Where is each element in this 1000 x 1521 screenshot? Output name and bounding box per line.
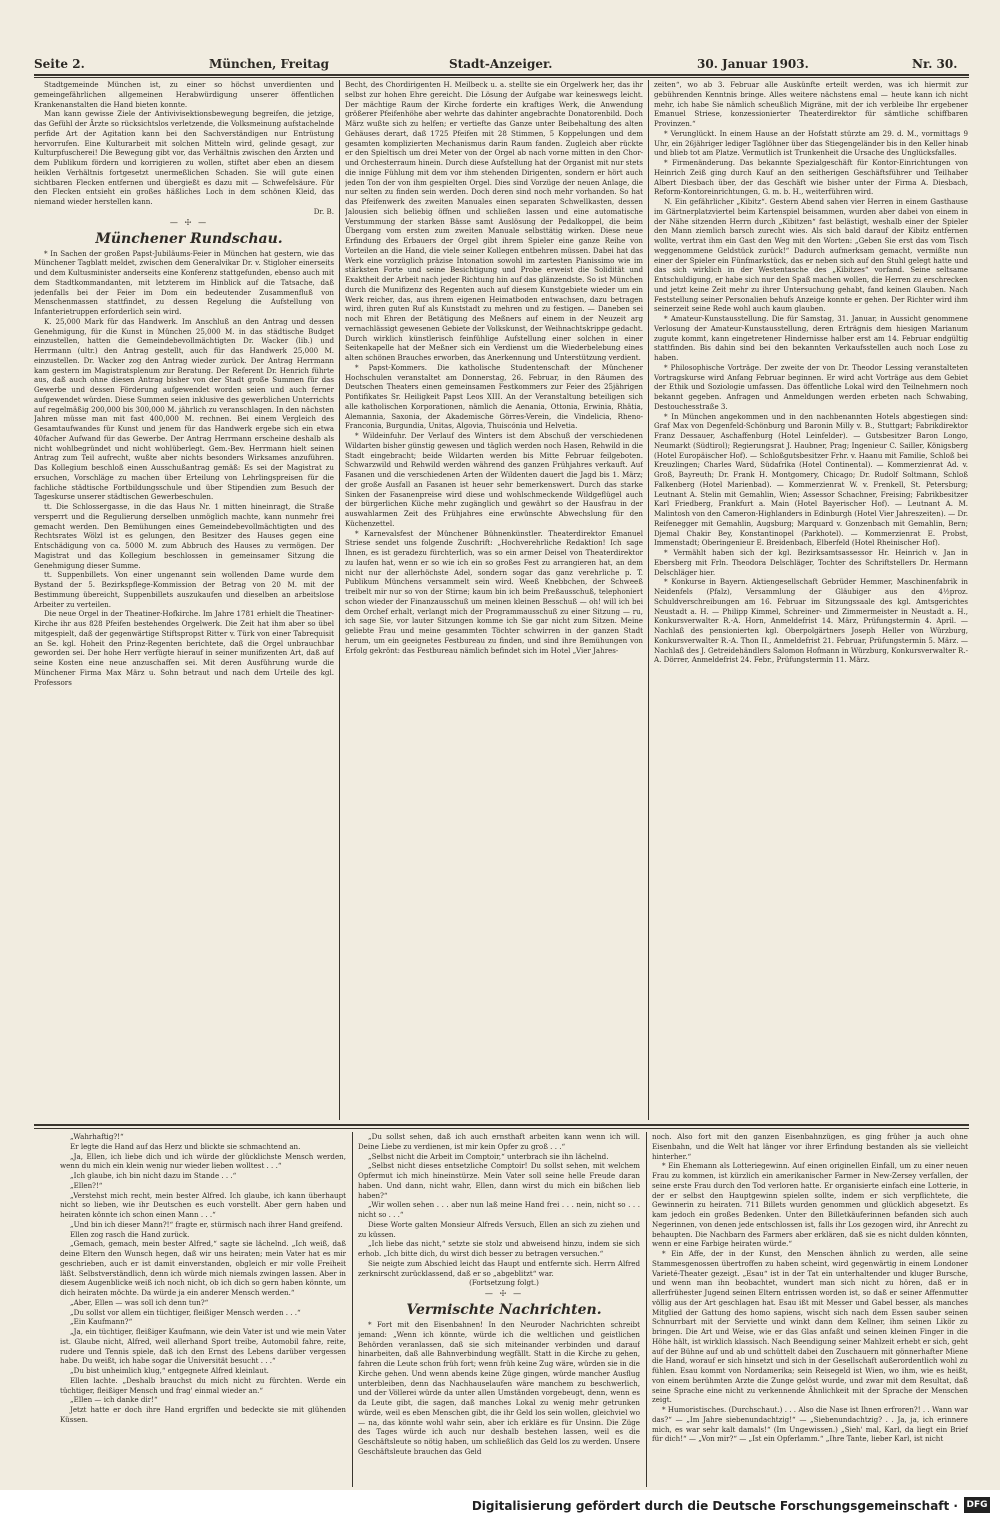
column-divider [339, 80, 340, 1120]
story-line: „Wir wollen sehen . . . aber nun laß meine Hand frei . . . nein, nicht so . . . nicht so . . .“ [358, 1200, 640, 1219]
story-line: Er legte die Hand auf das Herz und blickte sie schmachtend an. [70, 1141, 301, 1151]
place-date: München, Freitag [209, 57, 330, 71]
header-rule [34, 74, 969, 76]
story-line: „Du sollst sehen, daß ich auch ernsthaft arbeiten kann wenn ich will. Deine Liebe zu verdienen, ist mir kein Opfer zu groß . . .“ [358, 1132, 640, 1151]
story-line: „Verstehst mich recht, mein bester Alfred. Ich glaube, ich kann überhaupt nicht so lieben, wie ihr Deutschen es euch vorstellt. Aber gern haben und heiraten könnte ich schon einen Mann . . .“ [60, 1190, 346, 1219]
paragraph: tt. Die Schlossergasse, in die das Haus Nr. 1 mitten hineinragt, die Straße versperrt und die Regulierung derselben unmöglich machte, kann nunmehr frei gemacht werden. Den Bemühungen eines Gemeindebevollmächtigten und des Rechtsrates Wölzl ist es gelungen, den Besitzer des Hauses gegen eine Entschädigung von ca. 5000 M. zum Abbruch des Hauses zu vermögen. Der Magistrat und das Kollegium beschlossen in gemeinsamer Sitzung die Genehmigung dieser Summe. [34, 502, 334, 570]
column-3 [654, 80, 968, 1120]
story-line: „Ellen?!“ [70, 1180, 103, 1190]
story-line: „Selbst nicht die Arbeit im Comptoir,“ unterbrach sie ihn lächelnd. [368, 1151, 609, 1161]
paragraph: Die neue Orgel in der Theatiner-Hofkirche. Im Jahre 1781 erhielt die Theatiner-Kirche ihr aus 828 Pfeifen bestehendes Orgelwerk. Die Zeit hat ihm aber so übel mitgespielt, daß der gegenwärtige Stiftspropst Ritter v. Türk von einer Tabrequisit an Se. kgl. Hoheit den Prinz-Regenten berichtete, daß die Orgel unbrauchbar geworden sei. Der hohe Herr verfügte hierauf in seiner munifizenten Art, daß auf seine Kosten eine neue anzuschaffen sei. Mit deren Ausführung wurde die Münchener Firma Max März u. Sohn betraut und nach dem Urteile des kgl. Professors [34, 609, 334, 687]
paragraph: noch. Also fort mit den ganzen Eisenbahnzügen, es ging früher ja auch ohne Eisenbahn, und die Welt hat länger vor ihrer Erfindung bestanden als sie vielleicht hinterher.“ [652, 1132, 968, 1161]
story-line: „Und bin ich dieser Mann?!“ fragte er, stürmisch nach ihrer Hand greifend. [70, 1219, 343, 1229]
story-line: „Ja, ein tüchtiger, fleißiger Kaufmann, wie dein Vater ist und wie mein Vater ist. Glaube nicht, Alfred, weil allerhand Sport treibe, Automobil fahre, reite, rudere und Tennis spiele, daß ich den Ernst des Lebens darüber vergessen habe. Du weißt, ich habe sogar die Universität besucht . . .“ [60, 1327, 346, 1366]
paragraph: * Humoristisches. (Durchschaut.) . . . Also die Nase ist Ihnen erfroren?! . . Wann war das?“ — „Im Jahre siebenundachtzig!“ — „Siebenundachtzig? . . Ja, ja, ich erinnere mich, es war sehr kalt damals!“ (Im Ungewissen.) „Sieh' mal, Karl, da liegt ein Brief für dich!“ — „Von mir?“ — „Ist ein Opferlamm.“ „Ihre Tante, lieber Karl, ist nicht [652, 1405, 968, 1444]
paragraph: K. 25,000 Mark für das Handwerk. Im Anschluß an den Antrag und dessen Genehmigung, für die Kunst in München 25,000 M. in das städtische Budget einzustellen, hatten die Gemeindebevollmächtigten Dr. Wacker (lib.) und Herrmann (ultr.) den Antrag gestellt, auch für das Handwerk 25,000 M. einzustellen. Dr. Wacker zog den Antrag wieder zurück. Der Antrag Herrmann kam gestern im Magistratsplenum zur Beratung. Der Referent Dr. Henrich führte aus, daß auch ohne diesen Antrag bisher von der Stadt große Summen für das Gewerbe und dessen Förderung aufgewendet worden seien und auch ferner aufgewendet würden. Diese Summen seien inklusive des gewerblichen Unterrichts auf regelmäßig 200,000 bis 300,000 M. jährlich zu veranschlagen. In den nächsten Jahren müsse man mit fast 400,000 M. rechnen. Bei einem Vergleich des Gesamtaufwandes für Kunst und jenem für das Handwerk ergebe sich ein etwa 40facher Aufwand für das Gewerbe. Der Antrag Herrmann erscheine deshalb als nicht wohlbegründet und nicht wohlüberlegt. Gem.-Bev. Herrmann hielt seinen Antrag zum Teil aufrecht, wußte aber nichts besonders Wirksames anzuführen. Das Kollegium beschloß einen Ausschußantrag gemäß: Es sei der Magistrat zu ersuchen, Vorschläge zu machen über Erteilung von Lehrlingspreisen für die fachliche städtische Fortbildungsschule und über Stipendien zum Besuch der Tageskurse unserer städtischen Gewerbeschulen. [34, 316, 334, 502]
section-heading: Münchener Rundschau. [95, 230, 283, 247]
dfg-logo: DFG [964, 1497, 990, 1513]
story-line: „Du bist unheimlich klug,“ entgegnete Alfred kleinlaut. [70, 1366, 269, 1375]
feuilleton-rule-thin [34, 1128, 969, 1129]
paragraph: * Vermählt haben sich der kgl. Bezirksamtsassessor Hr. Heinrich v. Jan in Ebersberg mit Frln. Theodora Delschläger, Tochter des Schriftstellers Dr. Hermann Delschläger hier. [654, 548, 968, 577]
story-line: „Selbst nicht dieses entsetzliche Comptoir! Du sollst sehen, mit welchem Opfermut ich mich hineinstürze. Mein Vater soll seine helle Freude daran haben. Und dann, nicht wahr, Ellen, dann wirst du mich ein bißchen lieb haben?“ [358, 1161, 640, 1200]
column-divider [646, 1132, 647, 1487]
story-line: „Ja, Ellen, ich liebe dich und ich würde der glücklichste Mensch werden, wenn du mich ein klein wenig nur wieder lieben wolltest . . .“ [60, 1151, 346, 1171]
paragraph: tt. Suppenbillets. Von einer ungenannt sein wollenden Dame wurde dem Bystand der 5. Bezirkspflege-Kommission der Betrag von 20 M. mit der Bestimmung übereicht, Suppenbillets auszukaufen und dieselben an arbeitslose Arbeiter zu verteilen. [34, 570, 334, 609]
story-line: „Aber, Ellen — was soll ich denn tun?“ [70, 1297, 209, 1307]
story-line: Sie neigte zum Abschied leicht das Haupt und entfernte sich. Herrn Alfred zerknirscht zurücklassend, daß er so „abgeblitzt“ war. [358, 1258, 640, 1278]
feuilleton-column-3 [652, 1132, 968, 1487]
paragraph: Man kann gewisse Ziele der Antivivisektionsbewegung begreifen, die jetzige, das Gefühl der Ärzte so rücksichtslos verletzende, die Volksmeinung aufstachelnde perfide Art der Agitation kann bei den Sachverständigen nur Entrüstung hervorrufen. Eine Kulturarbeit mit solchen Mitteln wird, gelinde gesagt, zur Kulturpfuscherei! Die Bewegung gibt vor, das Verhältnis zwischen den Ärzten und dem Publikum fördern und korrigieren zu wollen, stiftet aber eben an diesem heiklen Verhältnis fortgesetzt unermeßlichen Schaden. Sie will gute einen sichtbaren Flecken entfernen und übergießt es dazu mit — Schwefelsäure. Für den Flecken entsieht ein großes häßliches Loch in dem schönen Kleid, das niemand wieder herstellen kann. [34, 109, 334, 206]
story-line: Ellen zog rasch die Hand zurück. [70, 1229, 190, 1239]
story-line: „Gemach, gemach, mein bester Alfred,“ sagte sie lächelnd. „Ich weiß, daß deine Eltern den Wunsch hegen, daß wir uns heiraten; mein Vater hat es mir geschrieben, auch er ist damit einverstanden, obgleich er mir volle Freiheit läßt. Selbstverständlich, denn ich würde mich niemals zwingen lassen. Aber in diesem Augenblicke weiß ich noch nicht, ob ich dich so gern haben könnte, um dich heiraten möchte. Da würde ja ein anderer Mensch werden.“ [60, 1239, 346, 1297]
column-2 [345, 80, 643, 1120]
feuilleton-rule [34, 1124, 969, 1126]
continuation-note: (Fortsetzung folgt.) [469, 1278, 539, 1288]
issue-date: 30. Januar 1903. [697, 57, 809, 71]
masthead [34, 56, 969, 72]
column-divider [352, 1132, 353, 1487]
story-line: Jetzt hatte er doch ihre Hand ergriffen und bedeckte sie mit glühenden Küssen. [60, 1405, 346, 1424]
separator-ornament: — ☩ — [169, 217, 209, 227]
issue-number: Nr. 30. [912, 57, 958, 71]
signature: Dr. B. [313, 206, 334, 216]
paragraph: N. Ein gefährlicher „Kibitz“. Gestern Abend sahen vier Herren in einem Gasthause im Gärtnerplatzviertel beim Kartenspiel beisammen, wurden aber dabei von einem in der Nähe sitzenden Herrn durch „Kibitzen“ fast belästigt, weshalb einer der Spieler den Mann ziemlich barsch zurecht wies. Als sich bald darauf der Kibitz entfernen wollte, vertrat ihm ein Gast den Weg mit den Worten: „Geben Sie erst das vom Tisch weggenommene Geldstück zurück!“ Dadurch aufmerksam gemacht, vermißte nun einer der Spieler ein Fünfmarkstück, das er neben sich auf den Stuhl gelegt hatte und das sich wirklich in der Westentasche des „Kibitzes“ vorfand. Seine seltsame Entschuldigung, er habe sich nur den Spaß machen wollen, die Herren zu erschrecken und jetzt keine Zeit mehr zu ihrer Untersuchung gehabt, fand keinen Glauben. Nach Feststellung seiner Personalien behufs Anzeige konnte er gehen. Der Richter wird ihm seinerzeit seine Rede wohl auch kaum glauben. [654, 197, 968, 314]
story-line: Ellen lachte. „Deshalb brauchst du mich nicht zu fürchten. Werde ein tüchtiger, fleißiger Mensch und frag' einmal wieder an.“ [60, 1375, 346, 1395]
paragraph: * Ein Ehemann als Lotteriegewinn. Auf einen originellen Einfall, um zu einer neuen Frau zu kommen, ist kürzlich ein amerikanischer Farmer in New-Zersey verfallen, der seine erste Frau durch den Tod verloren hatte. Er organisierte einfach eine Lotterie, in der er selbst den Hauptgewinn spielen sollte, indem er sich verpflichtete, die Gewinnerin zu heiraten. 711 Billets wurden genommen und glücklich abgesetzt. Es kam jedoch ein großes Bedenken. Unter den Billetkäuferinnen befanden sich auch Negerinnen, von denen jede entschlossen ist, falls ihr Los gezogen wird, ihr Anrecht zu behaupten. Die Nachbarn des Farmers aber erklären, daß sie es nicht dulden könnten, wenn er eine Farbige heiraten würde.“ [652, 1161, 968, 1249]
story-line: „Ich glaube, ich bin nicht dazu im Stande . . .“ [70, 1171, 237, 1180]
paragraph: * Papst-Kommers. Die katholische Studentenschaft der Münchener Hochschulen veranstaltet am Donnerstag, 26. Februar, in den Räumen des Deutschen Theaters einen gemeinsamen Festkommers zur Feier des 25jährigen Pontifikates Sr. Heiligkeit Papst Leos XIII. An der Veranstaltung beteiligen sich alle katholischen Korporationen, nämlich die Aenania, Ottonia, Erwinia, Rhätia, Alemannia, Saxonia, der Akademische Görres-Verein, die Vindelicia, Rheno-Franconia, Burgundia, Unitas, Algovia, Thuiscónia und Helvetia. [345, 362, 643, 431]
column-1 [34, 80, 334, 1120]
separator-ornament: — ☩ — [484, 1289, 524, 1298]
funding-notice: Digitalisierung gefördert durch die Deutsche Forschungsgemeinschaft · [471, 1499, 958, 1513]
paragraph: zeiten“, wo ab 3. Februar alle Auskünfte erteilt werden, was ich hiermit zur gebührenden Kenntnis bringe. Alles weitere nächstens emal — heute kann ich nicht mehr, ich habe Sie nämlich scheußlich Migräne, mit der ich verbleibe Ihr ergebener Emanuel Striese, konzessionierter Theaterdirektor für sämtliche schiffbaren Provinzen.“ [654, 80, 968, 128]
story-line: „Wahrhaftig?!“ [70, 1132, 124, 1141]
story-line: Diese Worte galten Monsieur Alfreds Versuch, Ellen an sich zu ziehen und zu küssen. [358, 1219, 640, 1239]
story-line: „Du sollst vor allem ein tüchtiger, fleißiger Mensch werden . . .“ [70, 1307, 301, 1317]
paragraph: * Amateur-Kunstausstellung. Die für Samstag, 31. Januar, in Aussicht genommene Verlosung der Amateur-Kunstausstellung, deren Erträgnis dem hiesigen Marianum zugute kommt, kann eingetretener Hindernisse halber erst am 14. Februar endgültig stattfinden. Bis dahin sind bei den bekannten Verkaufsstellen auch noch Lose zu haben. [654, 314, 968, 362]
story-line: „Ellen — ich danke dir!“ [70, 1395, 158, 1405]
paragraph: * Wildeinfuhr. Der Verlauf des Winters ist dem Abschuß der verschiedenen Wildarten bisher günstig gewesen und täglich werden noch Hasen, Rehwild in die Stadt eingebracht; beide Wildarten werden bis Mitte Februar feilgeboten. Schwarzwild und Rehwild werden während des ganzen Frühjahres verkauft. Auf Fasanen und die verschiedenen Arten der Wildenten dauert die Jagd bis 1. März; der große Ausfall an Fasanen ist heuer sehr bemerkenswert. Durch das starke Sinken der Fasanenpreise wird diese und wohlschmeckende Wildgeflügel auch der bürgerlichen Küche mehr zugänglich und gewährt so der Hausfrau in der auswahlarmen Zeit des Frühjahres eine erwünschte Abwechslung für den Küchenzettel. [345, 431, 643, 528]
story-line: „Ich liebe das nicht,“ setzte sie stolz und abweisend hinzu, indem sie sich erhob. „Ich bitte dich, du wirst dich besser zu betragen versuchen.“ [358, 1239, 640, 1258]
paragraph: * Karnevalsfest der Münchener Bühnenkünstler. Theaterdirektor Emanuel Striese sendet uns folgende Zuschrift: „Hochverehrliche Redaktion! Ich sage Ihnen, es ist geradezu fürchterlich, was so ein armer Deisel von Theaterdirektor zu laufen hat, wenn er so wie ich ein so großes Fest zu arrangieren hat, an dem nicht nur der allerhöchste Adel, sondern sogar das ganz verehrliche p. T. Publikum Münchens versammelt sein wird. Weeß Knebbchen, der Schweeß treibelt mir nur so von der Stirne; kaum bin ich beim Preßausschuß, telephoniert schon wieder der Finanzausschuß um meinen kleinen Besschuß — oh! will ich bei dem Orchef erhalt, verlangt mich der Programmausschuß zu einer Sitzung — ru, ich sage Sie, vor lauter Sitzungen komme ich Sie gar nicht zum Sitzen. Meine geliebte Frau und meine gesammten Töchter schwirren in der ganzen Stadt herum, um ein geeignetes Festbureau zu finden, und sind ihre Bemühungen von Erfolg gekrönt: das Festbureau nämlich befindet sich im Hotel „Vier Jahres- [345, 528, 643, 655]
paragraph: * Firmenänderung. Das bekannte Spezialgeschäft für Kontor-Einrichtungen von Heinrich Zeiß ging durch Kauf an den seitherigen Geschäftsführer und Teilhaber Albert Diesbach über, der das Geschäft wie bisher unter der Firma A. Diesbach, Reform-Kontoreinrichtungen, G. m. b. H., weiterführen wird. [654, 158, 968, 197]
feuilleton-column-2 [358, 1132, 640, 1487]
paragraph: * Fort mit den Eisenbahnen! In den Neuroder Nachrichten schreibt jemand: „Wenn ich könnte, würde ich die weltlichen und geistlichen Behörden veranlassen, daß sie sich miteinander verbinden und darauf hinarbeiten, daß alle Bahnverbindung wegfällt. Statt in die Kirche zu gehen, fahren die Leute schon früh fort; wenn früh keine Zug wäre, würden sie in die Kirche gehen. Und wenn abends keine Züge gingen, würde mancher Ausflug unterbleiben, denn das Nachhauselaufen wäre manchem zu beschwerlich, und der Völlerei würde da unter allen Umständen vorgebeugt, denn, wenn es da Leute gibt, die sagen, daß manches Lokal zu wenig mehr getrunken würde, weil es eben Menschen gibt, die ihr Geld los sein wollen, gleichviel wo — na, das könnte wohl wahr sein, aber ich erkläre es für Unsinn. Die Züge des Tages würde ich auch nur deshalb bestehen lassen, weil es die Geschäftsleute so nötig haben, um schließlich das Geld los zu werden. Unsere Geschäftsleute brauchen das Geld [358, 1320, 640, 1456]
paragraph: * In Sachen der großen Papst-Jubiläums-Feier in München hat gestern, wie das Münchener Tagblatt meldet, zwischen dem Generalvikar Dr. v. Stigloher einerseits und dem Kultusminister anderseits eine Konferenz stattgefunden, ebenso auch mit dem Stadtkommandanten, mit letzterem im Hinblick auf die Tatsache, daß jedenfalls bei der Feier im Dom ein bedeutender Zusammenfluß von Menschenmassen stattfindet, zu dessen Regelung die Aufstellung von Infanterietruppen erforderlich sein wird. [34, 248, 334, 316]
paragraph: * Philosophische Vorträge. Der zweite der von Dr. Theodor Lessing veranstalteten Vortragskurse wird Anfang Februar beginnen. Er wird acht Vorträge aus dem Gebiet der Ethik und Soziologie umfassen. Das öffentliche Lokal wird den Teilnehmern noch bekannt gegeben. Anfragen und Anmeldungen werden erbeten nach Schwabing, Destouchesstraße 3. [654, 362, 968, 411]
feuilleton-column-1 [60, 1132, 346, 1487]
header-rule-thin [34, 77, 969, 78]
paragraph: * Ein Affe, der in der Kunst, den Menschen ähnlich zu werden, alle seine Stammesgenossen übertroffen zu haben scheint, wird gegenwärtig in einem Londoner Varieté-Theater gezeigt. „Esau“ ist in der Tat ein unterhaltender und kluger Bursche, und wenn man ihn beobachtet, wundert man sich nicht zu hören, daß er in allerfrühester Jugend seinen Eltern entrissen worden ist, so daß er seiner Affenmutter völlig aus der Art geschlagen hat. Esau ißt mit Messer und Gabel besser, als manches Mitglied der Gattung des homo sapiens, wischt sich nach dem Essen sauber seinen Schnurrbart mit der Serviette und winkt dann dem Kellner, ihm seinen Likör zu bringen. Die Art und Weise, wie er das Glas anfaßt und seinen kleinen Finger in die Höhe hält, ist wirklich klassisch. Nach Beendigung seiner Mahlzeit erhebt er sich, geht auf der Bühne auf und ab und schüttelt dabei den Zuschauern mit gönnerhafter Miene die Hand, worauf er sich hinsetzt und sich in der Gesellschaft außerordentlich wohl zu fühlen. Esau kommt von Nordamerika; sein Reisegeld ist Wien, wo ihm, wie es heißt, von einem berühmten Arzte die Zunge gelöst wurde, und zwar mit dem Resultat, daß seine Sprache eine nicht zu verkennende Ähnlichkeit mit der Sprache der Menschen zeigt. [652, 1249, 968, 1405]
section-heading: Vermischte Nachrichten. [406, 1302, 602, 1318]
story-line: „Ein Kaufmann?“ [70, 1317, 133, 1327]
paragraph: * Konkurse in Bayern. Aktiengesellschaft Gebrüder Hemmer, Maschinenfabrik in Neidenfels (Pfalz), Versammlung der Gläubiger aus den 4½proz. Schuldverschreibungen am 16. Februar im Sitzungssaale des kgl. Amtsgerichtes Neustadt a. H. — Philipp Kimmel, Schreiner- und Zimmermeister in Neustadt a. H., Konkursverwalter R.-A. Horn, Anmeldefrist 14. März, Prüfungstermin 4. April. — Nachlaß des pensionierten kgl. Oberpolgärtners Joseph Heller von Würzburg, Konkursverwalter R.-A. Thon II., Anmeldefrist 21. Februar, Prüfungstermin 5. März. — Nachlaß des J. Getreidehändlers Salomon Hofmann in Würzburg, Konkursverwalter R.-A. Dörrer, Anmeldefrist 24. Febr., Prüfungstermin 11. März. [654, 577, 968, 665]
paragraph: Becht, des Chordirigenten H. Meilbeck u. a. stellte sie ein Orgelwerk her, das ihr selbst zur hohen Ehre gereicht. Die Lösung der Aufgabe war keineswegs leicht. Der mächtige Raum der Kirche forderte ein kraftiges Werk, die Anwendung größerer Pfeifenhöhe aber wehrte das dahinter angebrachte Donatorenbild. Doch März wußte sich zu helfen; er vertiefte das Ganze unter Beibehaltung des alten Gehäuses derart, daß 1725 Pfeifen mit 28 Stimmen, 5 Koppelungen und dem gesamten komplizierten Mechanismus darin Raum fanden. Zugleich aber rückte er den Spieltisch um drei Meter von der Orgel ab nach vorne mitten in den Chor- und Orchesterraum hinein. Durch diese Aufstellung hat der Organist mit nur stets die innige Fühlung mit dem vor ihm stehenden Dirigenten, sondern er hört auch jeden Ton der von ihm gespielten Orgel. Dies sind Vorzüge der neuen Anlage, die nur selten zu finden sein werden. Doch deren sind noch mehr vorhanden. So hat das Pfeifenwerk des zweiten Manuales einen separaten Schwellkasten, dessen Jalousien sich beliebig öffnen und schließen lassen und eine automatische Verstummung der starken Bässe samt Auslösung der Pedalkoppel, die beim Übergang vom ersten zum zweiten Manuale selbsttätig wirken. Diese neue Erfindung des Erbauers der Orgel gibt ihrem Spieler eine ganze Reihe von Vorteilen an die Hand, die viele seiner Kollegen entbehren müssen. Dabei hat das Werk eine vorzüglich präzise Intonation sowohl im zartesten Pianissimo wie im stärksten Forte und seine Besichtigung und Probe erweist die Solidität und Exaktheit der Arbeit nach jeder Richtung hin auf das glänzendste. So ist München durch die Munifizenz des Regenten auch auf diesem Kunstgebiete wieder um ein Werk reicher, das, aus ihrem eigenen Heimatboden entwachsen, dazu betragen wird, ihren guten Ruf als Kunststadt zu mehren und zu festigen. — Daneben sei noch mit Ehren der Betätigung des Meßners auf einem in der Neuzeit arg vernachlässigt gewesenen Gebiete der Volkskunst, der Weihnachtskrippe gedacht. Durch wirklich künstlerisch feinfühlige Aufstellung einer solchen in einer Seitenkapelle hat der Meßner sich ein Verdienst um die Wiederbelebung eines alten schönen Brauches erworben, das Anerkennung und Unterstützung verdient. [345, 80, 643, 362]
paper-title: Stadt-Anzeiger. [449, 57, 553, 71]
paragraph: * Verunglückt. In einem Hause an der Hofstatt stürzte am 29. d. M., vormittags 9 Uhr, ein 26jähriger lediger Taglöhner über das Stiegengeländer bis in den Keller hinab und blieb tot am Platze. Vermutlich ist Trunkenheit die Ursache des Unglücksfalles. [654, 128, 968, 158]
page-number: Seite 2. [34, 57, 85, 71]
paragraph: Stadtgemeinde München ist, zu einer so höchst unverdienten und gemeingefährlichen allgemeinen Herabwürdigung unserer öffentlichen Krankenanstalten die Hand bieten konnte. [34, 80, 334, 109]
paragraph: * In München angekommen und in den nachbenannten Hotels abgestiegen sind: Graf Max von Degenfeld-Schönburg und Baronin Milly v. B., Stuttgart; Fabrikdirektor Franz Dessauer, Aschaffenburg (Hotel Leinfelder). — Gutsbesitzer Baron Longo, Neumarkt (Südtirol); Regierungsrat J. Haubner, Prag; Ingenieur C. Sailler, Königsberg (Hotel Europäischer Hof). — Schloßgutsbesitzer Frhr. v. Haanu mit Familie, Schloß bei Kreuzlingen; Charles Ward, Südafrika (Hotel Continental). — Kommerzienrat Ad. v. Groß, Bayreuth; Dr. Frank H. Montgomery, Chicago; Dr. Rudolf Soltmann, Schloß Falkenberg (Hotel Marienbad). — Kommerzienrat W. v. Frenkell, St. Petersburg; Leutnant A. Stelin mit Gemahlin, Wien; Assessor Schachner, Freising; Fabrikbesitzer Karl Friedberg, Frankfurt a. Main (Hotel Bayerischer Hof). — Leutnant A. M. Malintosh von den Cameron-Highlanders in Edinburgh (Hotel Vier Jahreszeiten). — Dr. Reifenegger mit Gemahlin, Augsburg; Marquard v. Gonzenbach mit Gemahlin, Bern; Djemal Chakir Bey, Konstantinopel (Parkhotel). — Kommerzienrat E. Probst, Immenstadt; Oberingenieur E. Breidenbach, Elberfeld (Hotel Rheinischer Hof). [654, 411, 968, 548]
digitization-footer [0, 1490, 1000, 1521]
column-divider [648, 80, 649, 1120]
